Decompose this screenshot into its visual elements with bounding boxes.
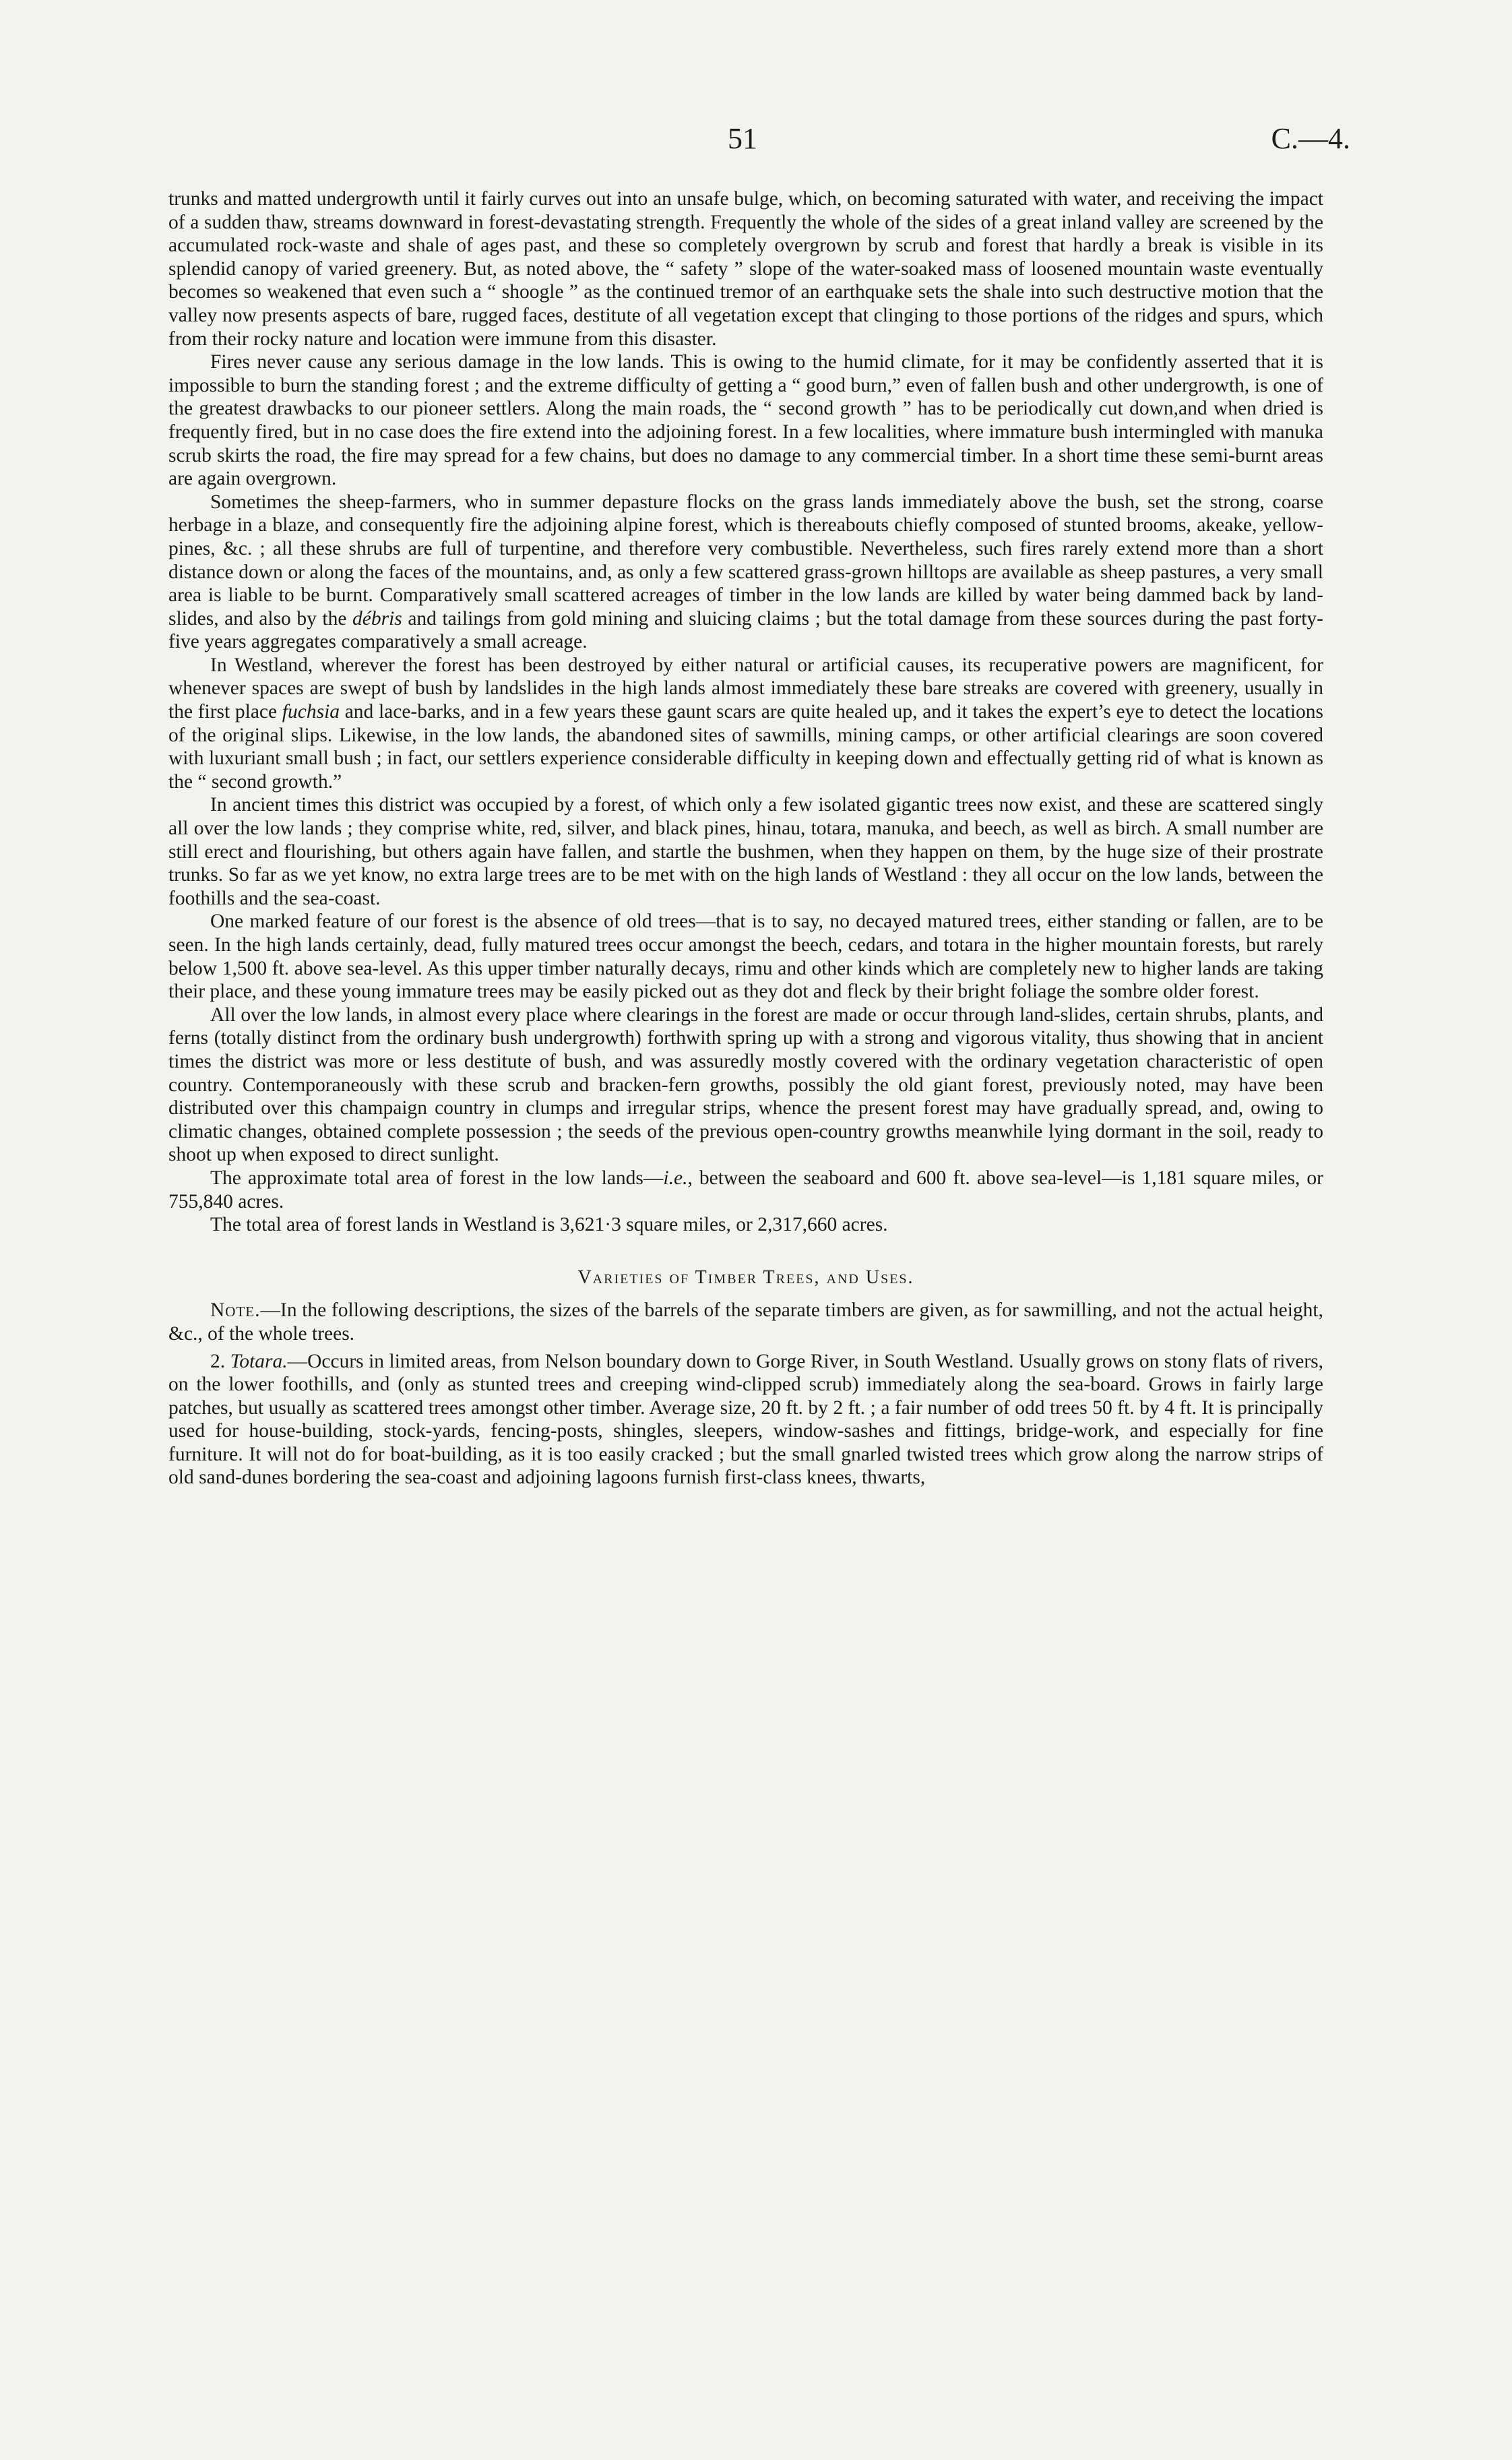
text-run: In Westland, wherever the forest has been destroyed by either natural or artificial causes, its recuperative powers are magnificent, for whenever spaces are swept of bush by landslides in the high lands almost immediately these bare streaks are covered with greenery, usually in the first place — [168, 654, 1323, 723]
paragraph-landslides: trunks and matted undergrowth until it fairly curves out into an unsafe bulge, which, on becoming saturated with water, and receiving the impact of a sudden thaw, streams downward in forest-devastating strength. Frequently the whole of the sides of a great inland valley are screened by the accumulated rock-waste and shale of ages past, and these so completely overgrown by scrub and forest that hardly a break is visible in its splendid canopy of varied greenery. But, as noted above, the “ safety ” slope of the water-soaked mass of loosened mountain waste eventually becomes so weakened that even such a “ shoogle ” as the continued tremor of an earthquake sets the shale into such destructive motion that the valley now presents aspects of bare, rugged faces, destitute of all vegetation except that clinging to those portions of the ridges and spurs, which from their rocky nature and location were immune from this disaster. — [168, 188, 1323, 350]
italic-term-debris: débris — [352, 607, 402, 629]
text-run: Sometimes the sheep-farmers, who in summer depasture flocks on the grass lands immediately above the bush, set the strong, coarse herbage in a blaze, and consequently fire the adjoining alpine forest, which is thereabouts chiefly composed of stunted brooms, akeake, yellow-pines, &c. ; all these shrubs are full of turpentine, and therefore very combustible. Nevertheless, such fires rarely extend more than a short distance down or along the faces of the mountains, and, as only a few scattered grass-grown hilltops are available as sheep pastures, a very small area is liable to be burnt. Comparatively small scattered acreages of timber in the low lands are killed by water being dammed back by land-slides, and also by the — [168, 491, 1323, 629]
paragraph-low-lands: All over the low lands, in almost every place where clearings in the forest are made or occur through land-slides, certain shrubs, plants, and ferns (totally distinct from the ordinary bush undergrowth) forthwith spring up with a strong and vigorous vitality, thus showing that in ancient times the district was more or less destitute of bush, and was assuredly mostly covered with the ordinary vegetation characteristic of open country. Contemporaneously with these scrub and bracken-fern growths, possibly the old giant forest, previously noted, may have been distributed over this champaign country in clumps and irregular strips, whence the present forest may have gradually spread, and, owing to climatic changes, obtained complete possession ; the seeds of the previous open-country growths meanwhile lying dormant in the soil, ready to shoot up when exposed to direct sunlight. — [168, 1004, 1323, 1166]
text-run: The approximate total area of forest in the low lands— — [210, 1167, 664, 1189]
page-header — [0, 121, 1512, 162]
page-number: 51 — [728, 122, 757, 155]
paragraph-total-area: The total area of forest lands in Westland is 3,621·3 square miles, or 2,317,660 acres. — [210, 1214, 888, 1236]
text-run: and lace-barks, and in a few years these gaunt scars are quite healed up, and it takes the expert’s eye to detect the locations of the original slips. Likewise, in the low lands, the abandoned sites of sawmills, mining camps, or other artificial clearings are soon covered with luxuriant small bush ; in fact, our settlers experience considerable difficulty in keeping down and effectually getting rid of what is known as the “ second growth.” — [168, 701, 1324, 793]
text-run: —In the following descriptions, the sizes of the barrels of the separate timbers are given, as for sawmilling, and not the actual height, &c., of the whole trees. — [168, 1299, 1323, 1345]
paragraph-old-trees: One marked feature of our forest is the absence of old trees—that is to say, no decayed matured trees, either standing or fallen, are to be seen. In the high lands certainly, dead, fully matured trees occur amongst the beech, cedars, and totara in the higher mountain forests, but rarely below 1,500 ft. above sea-level. As this upper timber naturally decays, rimu and other kinds which are completely new to higher lands are taking their place, and these young immature trees may be easily picked out as they dot and fleck by their bright foliage the sombre older forest. — [168, 911, 1323, 1003]
section-heading: Varieties of Timber Trees, and Uses. — [577, 1266, 914, 1288]
text-run: and tailings from gold mining and sluicing claims ; but the total damage from these sources during the past forty-five years aggregates comparatively a small acreage. — [168, 607, 1324, 653]
italic-term-ie: i.e. — [663, 1167, 688, 1189]
paragraph-sheep-farmers — [168, 491, 1323, 654]
document-body — [168, 187, 1323, 1489]
text-run: —Occurs in limited areas, from Nelson boundary down to Gorge River, in South Westland. Usually grows on stony flats of rivers, on the lower foothills, and (only as stunted trees and creeping wind-clipped scrub) immediately along the sea-board. Grows in fairly large patches, but usually as scattered trees amongst other timber. Average size, 20 ft. by 2 ft. ; a fair number of odd trees 50 ft. by 4 ft. It is principally used for house-building, stock-yards, fencing-posts, shingles, sleepers, window-sashes and fittings, bridge-work, and especially for fine furniture. It will not do for boat-building, as it is too easily cracked ; but the small gnarled twisted trees which grow along the narrow strips of old sand-dunes bordering the sea-coast and adjoining lagoons furnish first-class knees, thwarts, — [168, 1350, 1324, 1489]
text-run: , between the seaboard and 600 ft. above sea-level—is 1,181 square miles, or 755,840 acres. — [168, 1167, 1323, 1212]
item-number: 2. — [210, 1350, 226, 1372]
paragraph-low-land-area — [168, 1167, 1323, 1213]
italic-term-fuchsia: fuchsia — [282, 701, 340, 723]
note-label: Note. — [210, 1299, 261, 1322]
paragraph-note — [168, 1299, 1323, 1345]
paragraph-totara — [168, 1350, 1323, 1490]
document-code: C.—4. — [1271, 122, 1350, 155]
paragraph-fires: Fires never cause any serious damage in the low lands. This is owing to the humid climate, for it may be confidently asserted that it is impossible to burn the standing forest ; and the extreme difficulty of getting a “ good burn,” even of fallen bush and other undergrowth, is one of the greatest drawbacks to our pioneer settlers. Along the main roads, the “ second growth ” has to be periodically cut down,and when dried is frequently fired, but in no case does the fire extend into the adjoining forest. In a few localities, where immature bush intermingled with manuka scrub skirts the road, the fire may spread for a few chains, but does no damage to any commercial timber. In a short time these semi-burnt areas are again overgrown. — [168, 351, 1323, 490]
paragraph-recuperative-powers — [168, 654, 1323, 794]
paragraph-ancient-forest: In ancient times this district was occupied by a forest, of which only a few isolated gigantic trees now exist, and these are scattered singly all over the low lands ; they comprise white, red, silver, and black pines, hinau, totara, manuka, and beech, as well as birch. A small number are still erect and flourishing, but others again have fallen, and startle the bushmen, when they happen on them, by the huge size of their prostrate trunks. So far as we yet know, no extra large trees are to be met with on the high lands of Westland : they all occur on the low lands, between the foothills and the sea-coast. — [168, 794, 1323, 909]
item-name-totara: Totara. — [230, 1350, 288, 1372]
